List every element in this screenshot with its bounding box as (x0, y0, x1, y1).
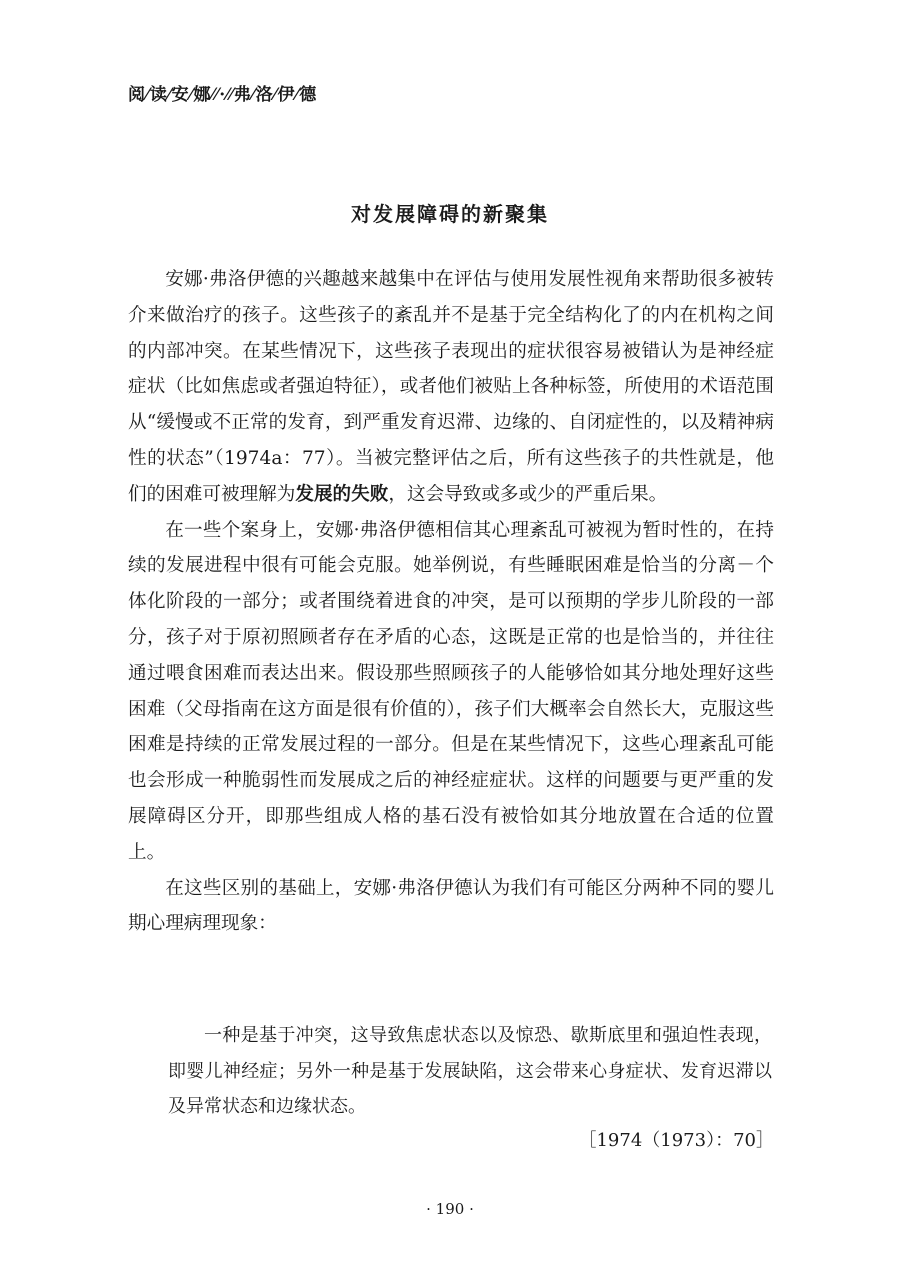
block-quote (168, 1018, 772, 1125)
paragraph-1 (128, 262, 774, 513)
paragraph-1-before: 安娜·弗洛伊德的兴趣越来越集中在评估与使用发展性视角来帮助很多被转介来做治疗的孩子。这些孩子的紊乱并不是基于完全结构化了的内在机构之间的内部冲突。在某些情况下，这些孩子表现出的症状很容易被错认为是神经症症状（比如焦虑或者强迫特征），或者他们被贴上各种标签，所使用的术语范围从“缓慢或不正常的发育，到严重发育迟滞、边缘的、自闭症性的，以及精神病性的状态”（1974a：77）。当被完整评估之后，所有这些孩子的共性就是，他们的困难可被理解为 (128, 269, 774, 505)
paragraph-3: 在这些区别的基础上，安娜·弗洛伊德认为我们有可能区分两种不同的婴儿期心理病理现象： (128, 877, 774, 935)
body-text (128, 262, 774, 942)
paragraph-2: 在一些个案身上，安娜·弗洛伊德相信其心理紊乱可被视为暂时性的，在持续的发展进程中很有可能会克服。她举例说，有些睡眠困难是恰当的分离－个体化阶段的一部分；或者围绕着进食的冲突，是可以预期的学步儿阶段的一部分，孩子对于原初照顾者存在矛盾的心态，这既是正常的也是恰当的，并往往通过喂食困难而表达出来。假设那些照顾孩子的人能够恰如其分地处理好这些困难（父母指南在这方面是很有价值的），孩子们大概率会自然长大，克服这些困难是持续的正常发展过程的一部分。但是在某些情况下，这些心理紊乱可能也会形成一种脆弱性而发展成之后的神经症症状。这样的问题要与更严重的发展障碍区分开，即那些组成人格的基石没有被恰如其分地放置在合适的位置上。 (128, 519, 774, 863)
block-quote-text: 一种是基于冲突，这导致焦虑状态以及惊恐、歇斯底里和强迫性表现，即婴儿神经症；另外一种是基于发展缺陷，这会带来心身症状、发育迟滞以及异常状态和边缘状态。 (168, 1025, 772, 1117)
quote-citation: ［1974（1973）：70］ (578, 1130, 774, 1151)
section-title: 对发展障碍的新聚集 (351, 202, 549, 226)
emphasis-developmental-failure: 发展的失败 (295, 483, 389, 505)
running-header: 阅⁄读⁄安⁄娜⁄⁄·⁄⁄弗⁄洛⁄伊⁄德 (128, 85, 318, 105)
paragraph-1-after: ，这会导致或多或少的严重后果。 (388, 483, 668, 505)
page-number: · 190 · (426, 1200, 474, 1218)
